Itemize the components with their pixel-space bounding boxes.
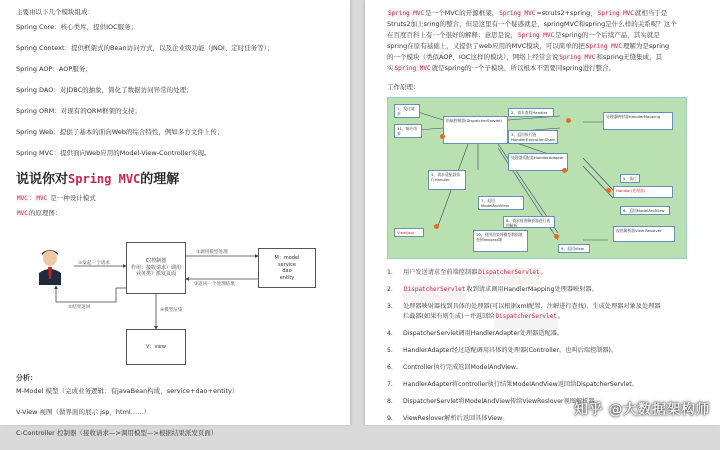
step-2 [387,285,710,302]
mvc-code: MVC [36,195,48,202]
left-page [0,0,350,437]
controller-box: C(控制器 作用：接收请求）调用 业务类》派发页面 [126,242,186,294]
step-text: 收到请求调用HandlerMapping处理器映射器。 [466,286,598,293]
flow-step-exec-chain: 3、返回执行链 HandlerExecutionChain [508,130,558,144]
module-web: Spring Web：提供了基本的面向Web的综合特性，例如多方文件上传； [16,128,224,136]
step-3 [387,302,710,312]
flow-step-return-view: 9、返回View [558,244,590,253]
user-avatar-icon [36,249,64,285]
mvc-diagram [16,224,331,369]
step-text: HandlerAdapter经过适配调用具体的处理器(Controller，也叫后端控制器)。 [403,347,618,354]
module-aop: Spring AOP：AOP服务； [16,65,92,73]
flow-handler-adapter: 处理器适配器HandlerAdapter [508,153,568,171]
arrow-label-return: ③返回一个处理结果 [194,282,235,287]
flow-view-jsp: View(jsp) [394,228,424,237]
para-text: 理解为是spring [622,42,670,50]
view-box: V：view [126,329,186,365]
arrow-label-render: ④模型渲染 [160,308,183,313]
para-text: spring在原有基础上，又提供了web应用的MVC模块，可以简单的把 [387,42,585,50]
module-context: Spring Context：提供框架式的Bean访问方式，以及企业级功能（JNDI、定时任务等）； [16,44,274,52]
inline-code: Spring MVC [394,65,431,72]
flow-step-view-resolve: 8、请求视图解析器进行视图解析 [503,216,555,228]
para-text: =struts2+spring， [536,9,597,17]
step-7 [387,380,710,397]
flow-step-find-handler: 2、请求查找Handler [508,108,554,117]
inline-code: Spring MVC [388,10,425,17]
flow-node-dot [554,234,559,239]
para-line: Struts2加上sring的整合，但是这里有一个疑惑就是，springMVC和spring是什么样的关系呢？这个 [387,20,677,28]
heading-code: Spring MVC [68,172,141,186]
heading-suffix: 的理解 [140,172,180,187]
step-text: DispatcherServlet将ModelAndView传给ViewReslover视图解析器。 [403,398,601,405]
step-1 [387,268,710,285]
module-dao: Spring DAO：对JDBC的抽象，简化了数据访问异常的处理； [16,86,193,94]
step-3-cont [387,312,710,329]
inline-code: Spring MVC [585,43,622,50]
section-heading [16,170,336,189]
springmvc-flow-chart [387,97,687,259]
para-text: 的一个模块（类似AOP，IOC这样的模块），网络上经常会说 [387,53,559,61]
step-text: DispatcherServlet调用HandlerAdapter处理器适配器。 [403,330,564,337]
para-text: 实 [387,64,394,72]
module-core: Spring Core：核心类库，提供IOC服务； [16,23,138,31]
step-text: 用户发送请求至前端控制器 [403,269,478,276]
para-text: 在百度百科上有一个很好的解释：意思是说， [387,31,517,39]
para-text: 和spring无缝集成，其 [596,53,663,61]
step-text: ViewReslover解析后返回具体View。 [403,415,509,422]
step-5 [387,346,710,363]
step-6 [387,363,710,380]
step-number: 8. [387,398,393,405]
flow-step-execute: 5、执行 [620,174,640,183]
inline-code: Spring MVC [597,10,634,17]
work-principle-title: 工作原理： [387,83,420,91]
modules-intro: 主要由以下几个模块组成： [16,8,94,16]
module-mvc: Spring MVC：提供面向Web应用的Model-View-Controller实现。 [16,149,211,157]
step-text: HandlerAdapter将controller执行结果ModelAndView返回给DispatcherServlet。 [403,381,638,388]
flow-node-dot [440,134,445,139]
arrow-label-back: ⑤结果返回 [68,305,91,310]
step-text: 。 [540,269,547,276]
para-text: 就相当于是 [634,9,668,17]
mvc-desc: 是一种设计模式 [50,194,96,202]
flow-dispatcher: 前端控制器(DispatcherServlet) [443,116,508,144]
flow-node-dot [434,224,439,229]
step-number: 2. [387,286,393,293]
arrow-label-request: ①发起一个请求 [78,261,110,266]
flow-step-send-request: 1、发送请求 [394,104,420,118]
analysis-model: M-Model 模型（完成业务逻辑：有javaBean构成，service+dao+entity） [16,387,239,395]
flow-handler-mapping: 处理器映射器HandlerMapping [603,112,673,130]
step-number: 1. [387,269,393,276]
mvc-code: MVC [17,195,28,202]
diagram-label: 的原理图： [28,209,62,217]
step-number: 3. [387,303,393,310]
flow-step-return-mav-2: 7、返回ModelAndView [478,196,524,210]
analysis-view: V-View 视图（做界面的展示 jsp，html……） [16,408,151,416]
springmvc-paragraph [387,8,710,74]
flow-step-adapter-exec: 4、请求适配器执行Handler [428,170,466,190]
step-text: 。 [557,313,565,320]
step-number: 5. [387,347,393,354]
step-text: 拦截器(如果有则生成)一并返回给 [403,313,495,320]
inline-code: DispatcherServlet [477,268,540,285]
inline-code: Spring MVC [559,54,596,61]
mvc-diagram-caption [16,209,336,224]
mvc-definition: MVC：MVC 是一种设计模式 [17,194,96,202]
step-number: 9. [387,415,393,422]
arrow-label-call-model: ②调用模型处理 [196,250,228,255]
analysis-title: 分析： [16,374,37,382]
step-number: 6. [387,364,393,371]
flow-node-dot [562,168,567,173]
zhihu-watermark: 知乎 @大数据架构师 [574,402,710,418]
flow-step-return-mav: 6、返回ModelAndView [620,206,670,215]
heading-prefix: 说说你对 [16,172,69,187]
step-number: 4. [387,330,393,337]
mvc-code: MVC [17,210,28,217]
inline-code: Spring MVC [518,32,555,39]
step-text: Controller执行完成返回ModelAndView。 [403,364,523,371]
flow-node-dot [606,188,611,193]
para-text: 是spring的一个后续产品，其实就是 [555,31,660,39]
analysis-controller: C-Controller 控制器（接收请求—>调用模型—>根据结果派发页面） [16,429,218,437]
step-4 [387,329,710,346]
step-text: 处理器映射器找到具体的处理器(可以根据xml配置、注解进行查找)，生成处理器对象及处理器 [403,303,661,310]
flow-view-resolver: 视图解析器View Resolver [613,226,675,242]
para-text: 是一个MVC的开源框架， [425,9,499,17]
module-orm: Spring ORM：对现有的ORM框架的支持； [16,107,142,115]
flow-step-response: 11、响应结果 [394,124,422,138]
step-number: 7. [387,381,393,388]
inline-code: DispatcherServlet [494,312,557,329]
inline-code: DispatcherServlet [403,285,466,302]
flow-handler: Handler(处理器) [613,186,673,198]
model-box: M：model service dao entity [258,248,316,288]
right-page [365,0,720,425]
inline-code: Spring MVC [499,10,536,17]
flow-node-dot [566,118,571,123]
flow-step-render: 10、视图渲染将模型数据填充到request域 [473,230,528,252]
para-text: 就是spring的一个子模块，所以根本不需要同spring进行整合。 [431,64,616,72]
